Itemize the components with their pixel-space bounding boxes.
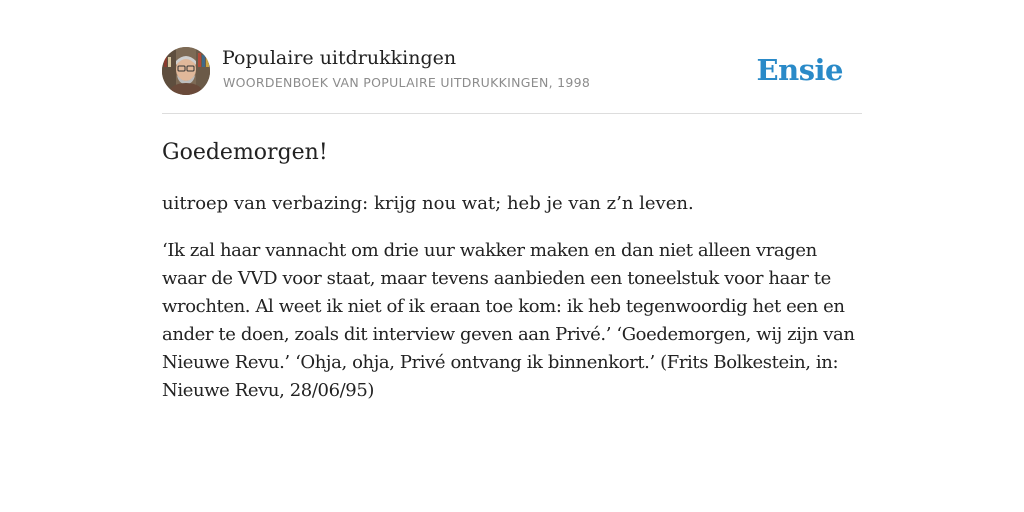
entry-card xyxy=(162,0,862,512)
source-subtitle: WOORDENBOEK VAN POPULAIRE UITDRUKKINGEN, 1998 xyxy=(223,75,591,90)
source-header xyxy=(162,47,862,114)
entry-example-quote: ‘Ik zal haar vannacht om drie uur wakker maken en dan niet alleen vragen waar de VVD voor staat, maar tevens aanbieden een toneelstuk voor haar te wrochten. Al weet ik niet of ik eraan toe kom: ik heb tegenwoordig het een en ander te doen, zoals dit interview geven aan Privé.’ ‘Goedemorgen, wij zijn van Nieuwe Revu.’ ‘Ohja, ohja, Privé ontvang ik binnenkort.’ (Frits Bolkestein, in: Nieuwe Revu, 28/06/95) xyxy=(162,240,855,401)
source-title[interactable]: Populaire uitdrukkingen xyxy=(222,47,457,69)
entry-headword: Goedemorgen! xyxy=(162,140,328,165)
entry-definition: uitroep van verbazing: krijg nou wat; heb je van z’n leven. xyxy=(162,193,694,214)
author-portrait-icon[interactable] xyxy=(162,47,210,95)
ensie-logo[interactable]: Ensie xyxy=(756,53,843,87)
